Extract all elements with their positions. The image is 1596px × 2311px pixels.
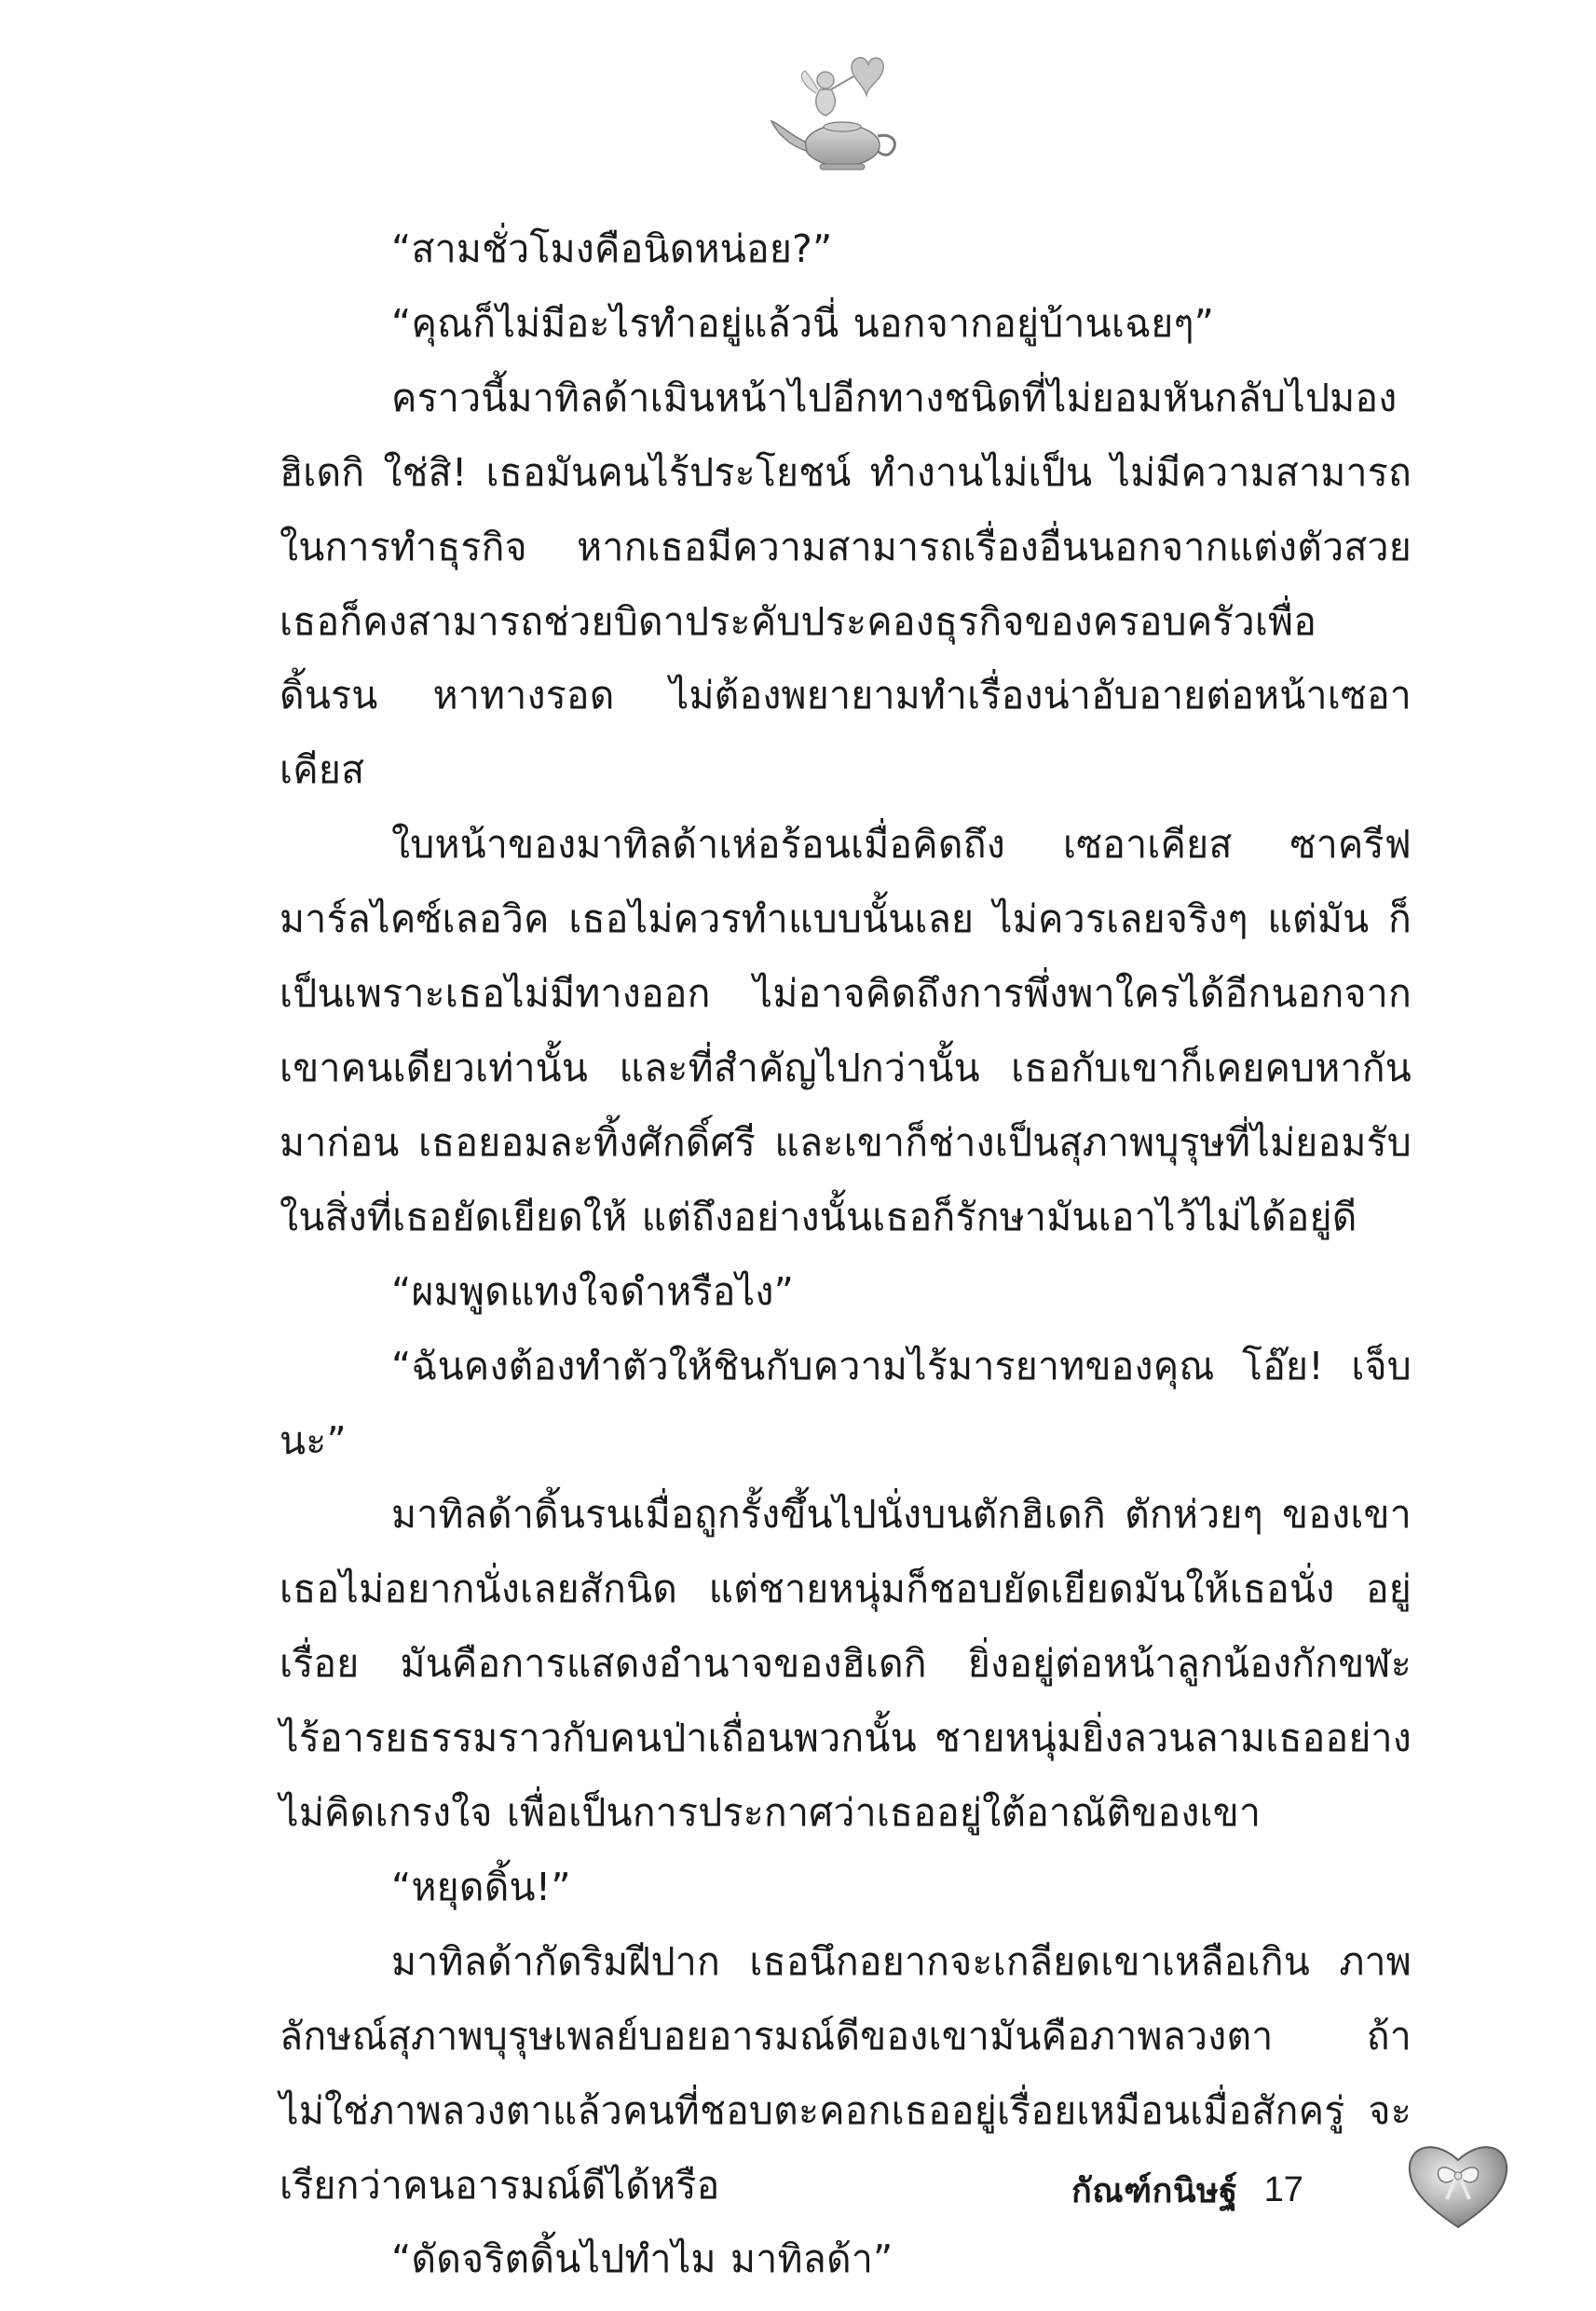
- paragraph: “ผมพูดแทงใจดำหรือไง”: [391, 1268, 795, 1314]
- paragraph: “ดัดจริตดิ้นไปทำไม มาทิลด้า”: [391, 2236, 893, 2282]
- paragraph: คราวนี้มาทิลด้าเมินหน้าไปอีกทางชนิดที่ไม่ยอมหันกลับไปมอง ฮิเดกิ ใช่สิ! เธอมันคนไร้ประโยชน์ ทำงานไม่เป็น ไม่มีความสามารถในการทำธุรกิจ หากเธอมีความสามารถเรื่องอื่นนอกจากแต่งตัวสวย เธอก็คงสามารถช่วยบิดาประคับประคองธุรกิจของครอบครัวเพื่อดิ้นรน หาทางรอด ไม่ต้องพยายามทำเรื่องน่าอับอายต่อหน้าเซอาเคียส: [280, 375, 1412, 793]
- paragraph: มาทิลด้าดิ้นรนเมื่อถูกรั้งขึ้นไปนั่งบนตักฮิเดกิ ตักห่วยๆ ของเขา เธอไม่อยากนั่งเลยสักนิด แต่ชายหนุ่มก็ชอบยัดเยียดมันให้เธอนั่ง อยู่เรื่อย มันคือการแสดงอำนาจของฮิเดกิ ยิ่งอยู่ต่อหน้าลูกน้องกักขฬะ ไร้อารยธรรมราวกับคนป่าเถื่อนพวกนั้น ชายหนุ่มยิ่งลวนลามเธออย่าง ไม่คิดเกรงใจ เพื่อเป็นการประกาศว่าเธออยู่ใต้อาณัติของเขา: [280, 1492, 1412, 1836]
- body-text: [280, 212, 1412, 2297]
- paragraph: “คุณก็ไม่มีอะไรทำอยู่แล้วนี่ นอกจากอยู่บ้านเฉยๆ”: [391, 300, 1215, 346]
- page-number: 17: [1263, 2169, 1303, 2209]
- ribbon-heart-icon: [1402, 2134, 1514, 2236]
- teapot-cupid-ornament-icon: [751, 48, 919, 179]
- paragraph: “ฉันคงต้องทำตัวให้ชินกับความไร้มารยาทของคุณ โอ๊ย! เจ็บนะ”: [280, 1343, 1412, 1463]
- paragraph: มาทิลด้ากัดริมฝีปาก เธอนึกอยากจะเกลียดเขาเหลือเกิน ภาพลักษณ์สุภาพบุรุษเพลย์บอยอารมณ์ดีของเขามันคือภาพลวงตา ถ้าไม่ใช่ภาพลวงตาแล้วคนที่ชอบตะคอกเธออยู่เรื่อยเหมือนเมื่อสักครู่ จะเรียกว่าคนอารมณ์ดีได้หรือ: [280, 1938, 1412, 2208]
- paragraph: ใบหน้าของมาทิลด้าเห่อร้อนเมื่อคิดถึง เซอาเคียส ซาครีฟ มาร์ลไคซ์เลอวิค เธอไม่ควรทำแบบนั้นเลย ไม่ควรเลยจริงๆ แต่มัน ก็เป็นเพราะเธอไม่มีทางออก ไม่อาจคิดถึงการพึ่งพาใครได้อีกนอกจาก เขาคนเดียวเท่านั้น และที่สำคัญไปกว่านั้น เธอกับเขาก็เคยคบหากัน มาก่อน เธอยอมละทิ้งศักดิ์ศรี และเขาก็ช่างเป็นสุภาพบุรุษที่ไม่ยอมรับ ในสิ่งที่เธอยัดเยียดให้ แต่ถึงอย่างนั้นเธอก็รักษามันเอาไว้ไม่ได้อยู่ดี: [280, 822, 1412, 1239]
- paragraph: “สามชั่วโมงคือนิดหน่อย?”: [391, 226, 833, 271]
- paragraph: “หยุดดิ้น!”: [391, 1864, 571, 1909]
- book-title: กัณฑ์กนิษฐ์: [1071, 2171, 1238, 2210]
- page-footer: [1071, 2162, 1303, 2218]
